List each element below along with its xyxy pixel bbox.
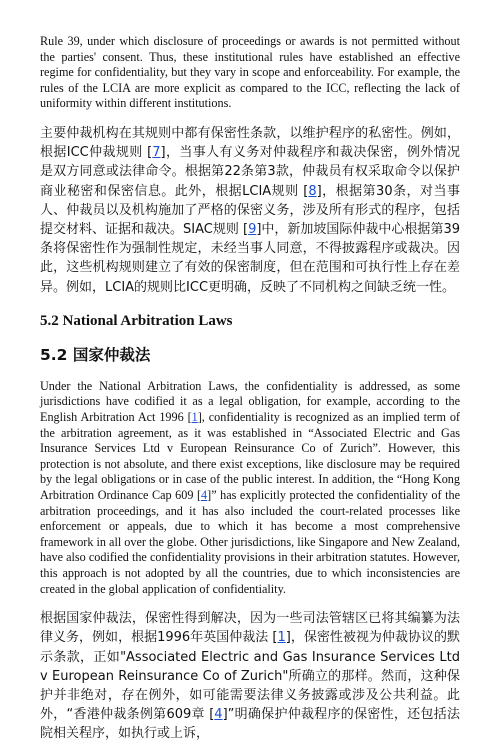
text-run: ]” has explicitly protected the confidentiality of the arbitration proceedings, and it has also included the court-related processes like enforcement or appeals, due to which it has become a most comprehensive framework in all over the globe. Other jurisdictions, like Singapore and New Zealand, have also codified the confidentiality provisions in their arbitration statutes. However, this approach is not adopted by all the countries, due to which inconsistencies are created in the global application of confidentiality. <box>40 487 461 596</box>
paragraph-zh-national-laws <box>40 609 460 743</box>
text-run: ]”明确保护仲裁程序的保密性，还包括法院相关程序，如执行或上诉， <box>40 707 460 742</box>
citation-link-8[interactable]: 8 <box>308 183 317 199</box>
citation-link-9[interactable]: 9 <box>248 221 257 237</box>
paragraph-zh-institutional-rules <box>40 124 460 297</box>
text-run: Under the National Arbitration Laws, the confidentiality is addressed, as some jurisdictions have codified it as a legal obligation, for example, according to the English Arbitration Act 1996 [ <box>40 378 460 424</box>
citation-link-4[interactable]: 4 <box>201 487 208 502</box>
section-heading-zh: 5.2 国家仲裁法 <box>40 345 151 364</box>
text-run: ]，保密性被视为仲裁协议的默示条款，正如"Associated Electric and Gas Insurance Services Ltd v European Reinsurance Co of Zurich"所确立的那样。然而，这种保护并非绝对，存在例外，如可能需要法律义务披露或涉及公共利益。此外，“香港仲裁条例第609章 [ <box>40 630 460 723</box>
paragraph-en-national-laws <box>40 379 460 597</box>
text-run: ], confidentiality is recognized as an implied term of the arbitration agreement, as it was established in “Associated Electric and Gas Insurance Services Ltd v European Reinsurance Co of Zurich”. However, this protection is not absolute, and there exist exceptions, like disclosure may be required by the legal obligations or in case of the public interest. In addition, the “Hong Kong Arbitration Ordinance Cap 609 [ <box>40 409 460 502</box>
text-run: 主要仲裁机构在其规则中都有保密性条款，以维护程序的私密性。例如，根据ICC仲裁规则 [ <box>40 125 460 161</box>
citation-link-4[interactable]: 4 <box>214 707 223 723</box>
text-run: ]，根据第30条，对当事人、仲裁员以及机构施加了严格的保密义务，涉及所有形式的程序，包括提交材料、证据和裁决。SIAC规则 [ <box>40 183 460 237</box>
citation-link-7[interactable]: 7 <box>152 145 161 161</box>
section-heading-en: 5.2 National Arbitration Laws <box>40 312 233 329</box>
paragraph-en-institutional-rules: Rule 39, under which disclosure of proceedings or awards is not permitted without the parties' consent. Thus, these institutional rules have established an effective regime for confidentiality, but they vary in scope and enforceability. For example, the rules of the LCIA are more explicit as compared to the ICC, reflecting the lack of uniformity within different institutions. <box>40 34 460 111</box>
text-run: ]，当事人有义务对仲裁程序和裁决保密，例外情况是双方同意或法律命令。根据第22条第3款，仲裁员有权采取命令以保护商业秘密和保密信息。此外，根据LCIA规则 [ <box>40 145 460 199</box>
citation-link-1[interactable]: 1 <box>277 630 286 646</box>
text-run: ]中，新加坡国际仲裁中心根据第39条将保密性作为强制性规定，未经当事人同意，不得披露程序或裁决。因此，这些机构规则建立了有效的保密制度，但在范围和可执行性上存在差异。例如，LCIA的规则比ICC更明确，反映了不同机构之间缺乏统一性。 <box>40 221 460 295</box>
citation-link-1[interactable]: 1 <box>191 409 198 424</box>
text-run: 根据国家仲裁法，保密性得到解决，因为一些司法管辖区已将其编纂为法律义务，例如，根据1996年英国仲裁法 [ <box>40 611 460 646</box>
